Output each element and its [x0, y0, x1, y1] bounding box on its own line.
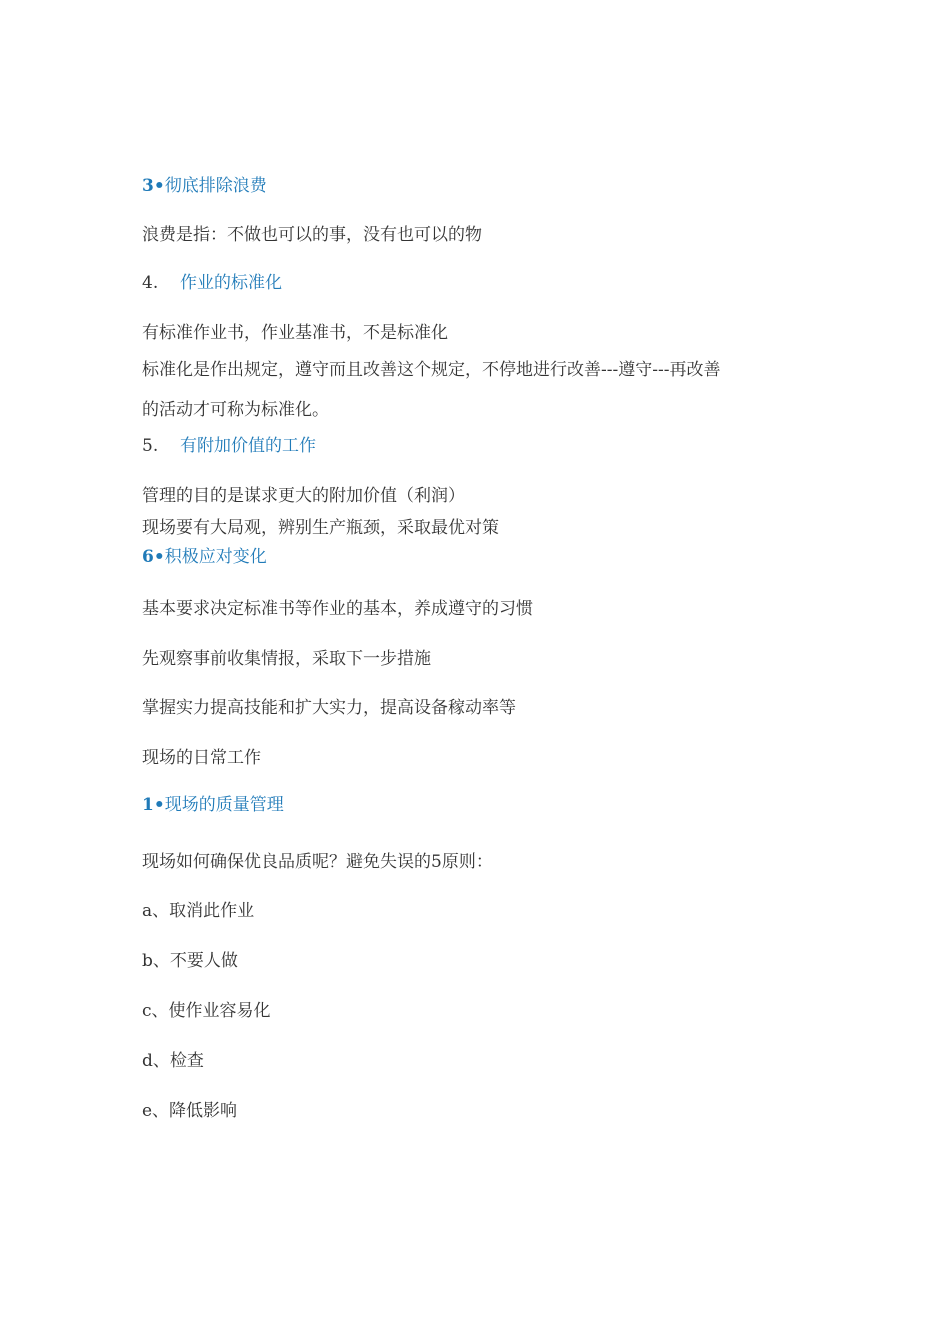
section-heading-quality	[142, 794, 284, 816]
paragraph-standard-1: 有标准作业书，作业基准书，不是标准化	[142, 323, 448, 343]
list-item-rule-b: b、不要人做	[142, 951, 238, 971]
paragraph-daily-work: 现场的日常工作	[142, 748, 261, 768]
list-item-rule-a: a、取消此作业	[142, 901, 255, 921]
heading-title: 有附加价值的工作	[180, 436, 316, 456]
paragraph-change-3: 掌握实力提高技能和扩大实力，提高设备稼动率等	[142, 698, 516, 718]
heading-title: 积极应对变化	[164, 547, 267, 567]
paragraph-waste: 浪费是指：不做也可以的事，没有也可以的物	[142, 225, 482, 245]
heading-title: 现场的质量管理	[164, 795, 284, 815]
heading-number: 5.	[142, 436, 159, 456]
list-item-rule-d: d、检查	[142, 1051, 204, 1071]
section-heading-4	[142, 272, 282, 294]
paragraph-standard-2: 标准化是作出规定，遵守而且改善这个规定，不停地进行改善---遵守---再改善	[142, 360, 721, 380]
section-heading-3	[142, 175, 267, 197]
heading-title: 作业的标准化	[180, 273, 282, 293]
paragraph-value-1: 管理的目的是谋求更大的附加价值（利润）	[142, 486, 465, 506]
heading-title: 彻底排除浪费	[164, 176, 267, 196]
list-item-rule-c: c、使作业容易化	[142, 1001, 271, 1021]
paragraph-quality: 现场如何确保优良品质呢？避免失误的5原则：	[142, 852, 493, 872]
paragraph-change-2: 先观察事前收集情报，采取下一步措施	[142, 649, 431, 669]
heading-number: 6•	[142, 547, 165, 567]
heading-number: 1•	[142, 795, 165, 815]
paragraph-standard-3: 的活动才可称为标准化。	[142, 400, 329, 420]
list-item-rule-e: e、降低影响	[142, 1101, 238, 1121]
section-heading-5	[142, 435, 316, 457]
heading-number: 3•	[142, 176, 165, 196]
heading-number: 4.	[142, 273, 159, 293]
paragraph-change-1: 基本要求决定标准书等作业的基本，养成遵守的习惯	[142, 599, 533, 619]
paragraph-value-2: 现场要有大局观，辨别生产瓶颈，采取最优对策	[142, 518, 499, 538]
section-heading-6	[142, 546, 267, 568]
